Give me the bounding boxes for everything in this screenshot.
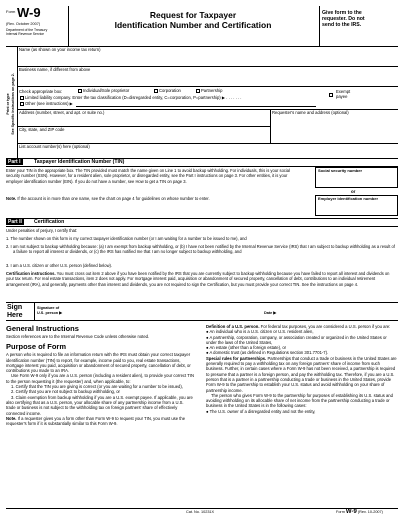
ssn-box [315,167,398,188]
ssn-label: Social security number [318,168,363,173]
name-field-label: Name (as shown on your income tax return) [19,47,101,52]
part1-label: Part I [8,159,21,165]
agency: Internal Revenue Service [6,32,45,36]
city-input[interactable] [18,131,268,142]
llc-option[interactable]: Limited liability company. Enter the tax classification (D=disregarded entity, C=corporation, P=partnership) ▶ . . . . . . . [20,95,241,100]
purpose-item-2: 2. Certify that you are not subject to backup withholding, or [11,389,120,395]
partnership-text: The person who gives Form W-9 to the partnership for purposes of establishing its U.S. status and avoiding withholding on its allocable share of net income from the partnership conducting a trade or business in the United States is in the following cases: [206,392,393,409]
catalog-number: Cat. No. 10231X [186,510,215,514]
us-person-bullet-1: ● An individual who is a U.S. citizen or U.S. resident alien, [206,329,314,335]
form-title-line1: Request for Taxpayer [149,10,237,20]
part2-intro: Under penalties of perjury, I certify that: [6,228,78,233]
purpose-item-3: 3. Claim exemption from backup withholding if you are a U.S. exempt payee. If applicable, you are also certifying that as a U.S. person, your allocable share of any partnership income from a U.S. trade or business is not subject to the withholding tax on foreign partners' share of effectively connected income. [6,394,193,416]
individual-option[interactable]: Individual/Sole proprietor [78,88,129,93]
address-input[interactable] [18,114,268,124]
form-number: W-9 [17,5,41,20]
ssn-input[interactable] [318,177,395,185]
cert-instructions: Certification instructions. You must cross out item 2 above if you have been notified by the IRS that you are currently subject to backup withholding because you have failed to report all interest and dividends on your tax return. For real estate transactions, item 2 does not apply. For mortgage interest paid, acquisition or abandonment of secured property, cancellation of debt, contributions to an individual retirement arrangement (IRA), and generally, payments other than interest and dividends, you are not required to sign the Certification, but you must provide your correct TIN. See the instructions on page 4. [6,271,390,287]
business-name-input[interactable] [18,71,396,85]
exempt-payee-label: Exempt payee [336,89,351,99]
part2-title: Certification [34,219,65,225]
us-person-definition: Definition of a U.S. person. For federal tax purposes, you are considered a U.S. person if you are: [206,324,391,329]
exempt-payee-checkbox[interactable] [329,93,333,97]
us-person-bullet-2: ● A partnership, corporation, company, or association created or organized in the United States or under the laws of the United States, [206,334,387,345]
section-references-text: Section references are to the Internal Revenue Code unless otherwise noted. [6,334,150,339]
us-person-bullet-4: ● A domestic trust (as defined in Regulations section 301.7701-7). [206,350,329,356]
part2-label: Part II [8,219,22,225]
city-label: City, state, and ZIP code [19,127,65,132]
footer-form-id: Form W-9 (Rev. 10-2007) [336,509,383,515]
partnership-checkbox[interactable] [196,89,200,93]
corporation-option[interactable]: Corporation [154,88,181,93]
accounts-input[interactable] [18,148,396,157]
purpose-heading: Purpose of Form [6,342,67,352]
cert-item-3: 3. I am a U.S. citizen or other U.S. person (defined below). [6,263,113,268]
form-word: Form [6,9,16,14]
sign-here-label: Sign Here [7,304,23,319]
us-person-column [206,324,398,414]
form-revision: (Rev. October 2007) [6,22,41,26]
check-box-label: Check appropriate box: [19,89,63,94]
other-option[interactable]: Other (see instructions) ▶ [20,101,73,106]
general-instructions-heading: General Instructions [6,324,79,333]
requester-input[interactable] [271,114,396,142]
w9-form-page [6,6,398,518]
date-label: Date ▶ [264,311,277,315]
name-input[interactable] [18,51,396,65]
part1-text: Enter your TIN in the appropriate box. The TIN provided must match the name given on Line 1 to avoid backup withholding. For individuals, this is your social security number (SSN). However, for a resident alien, sole proprietor, or disregarded entity, see the Part I instructions on page 3. For other entities, it is your employer identification number (EIN). If you do not have a number, see How to get a TIN on page 3. [6,168,290,184]
exempt-payee-option[interactable] [329,91,334,97]
ein-input[interactable] [318,205,395,213]
special-rules-text: Special rules for partnerships. Partnerships that conduct a trade or business in the United States are generally required to pay a withholding tax on any foreign partners' share of income from such business. Further, in certain cases where a Form W-9 has not been received, a partnership is required to presume that a partner is a foreign person, and pay the withholding tax. Therefore, if you are a U.S. person that is a partner in a partnership conducting a trade or business in the United States, provide Form W-9 to the partnership to establish your U.S. status and avoid withholding on your share of partnership income. [206,355,397,393]
signature-field[interactable] [68,304,258,318]
accounts-label: List account number(s) here (optional) [19,144,90,149]
llc-classification-field[interactable]: . . . . . . . [226,95,242,100]
partnership-option[interactable]: Partnership [196,88,222,93]
give-form-note: Give form to the requester. Do not send to the IRS. [322,10,365,28]
us-person-bullet-3: ● An estate (other than a foreign estate), or [206,345,287,351]
form-title-line2: Identification Number and Certification [114,20,272,30]
address-label: Address (number, street, and apt. or suite no.) [19,110,105,115]
general-instructions-column [6,324,194,426]
disregarded-entity-bullet: ● The U.S. owner of a disregarded entity and not the entity, [206,408,316,414]
cert-item-2: 2. I am not subject to backup withholding because: (a) I am exempt from backup withholding, or (b) I have not been notified by the Internal Revenue Service (IRS) that I am subject to backup withholding as a result of a failure to report all interest or dividends, or (c) the IRS has notified me that I am no longer subject to backup withholding, and [6,244,395,255]
requester-form-note: Note. If a requester gives you a form other than Form W-9 to request your TIN, you must use the requester's form if it is substantially similar to this Form W-9. [6,415,186,427]
department: Department of the Treasury [6,28,48,32]
business-name-label: Business name, if different from above [19,67,91,72]
part1-note: Note. If the account is in more than one name, see the chart on page 4 for guidelines on whose number to enter. [6,196,210,201]
or-label: or [351,189,356,194]
llc-checkbox[interactable] [20,96,24,100]
individual-checkbox[interactable] [78,89,82,93]
use-form-text: Use Form W-9 only if you are a U.S. person (including a resident alien), to provide your correct TIN to the person requesting it (the requester) and, when applicable, to: [6,373,195,384]
purpose-text: A person who is required to file an information return with the IRS must obtain your correct taxpayer identification number (TIN) to report, for example, income paid to you, real estate transactions, mortgage interest you paid, acquisition or abandonment of secured property, cancellation of debt, or contributions you made to an IRA. [6,352,191,374]
part1-title: Taxpayer Identification Number (TIN) [34,159,125,165]
date-field[interactable] [281,306,396,318]
cert-item-1: 1. The number shown on this form is my correct taxpayer identification number (or I am waiting for a number to be issued to me), and [6,236,247,241]
signature-label: Signature of U.S. person ▶ [37,306,63,315]
purpose-item-1: 1. Certify that the TIN you are giving is correct (or you are waiting for a number to be issued), [11,384,183,390]
ein-box [315,195,398,216]
ein-label: Employer identification number [318,196,379,201]
corporation-checkbox[interactable] [154,89,158,93]
side-label: Print or type See Specific Instructions on page 2. [6,73,15,135]
other-checkbox[interactable] [20,102,24,106]
form-id-block [6,7,66,45]
requester-label: Requester's name and address (optional) [272,110,349,115]
